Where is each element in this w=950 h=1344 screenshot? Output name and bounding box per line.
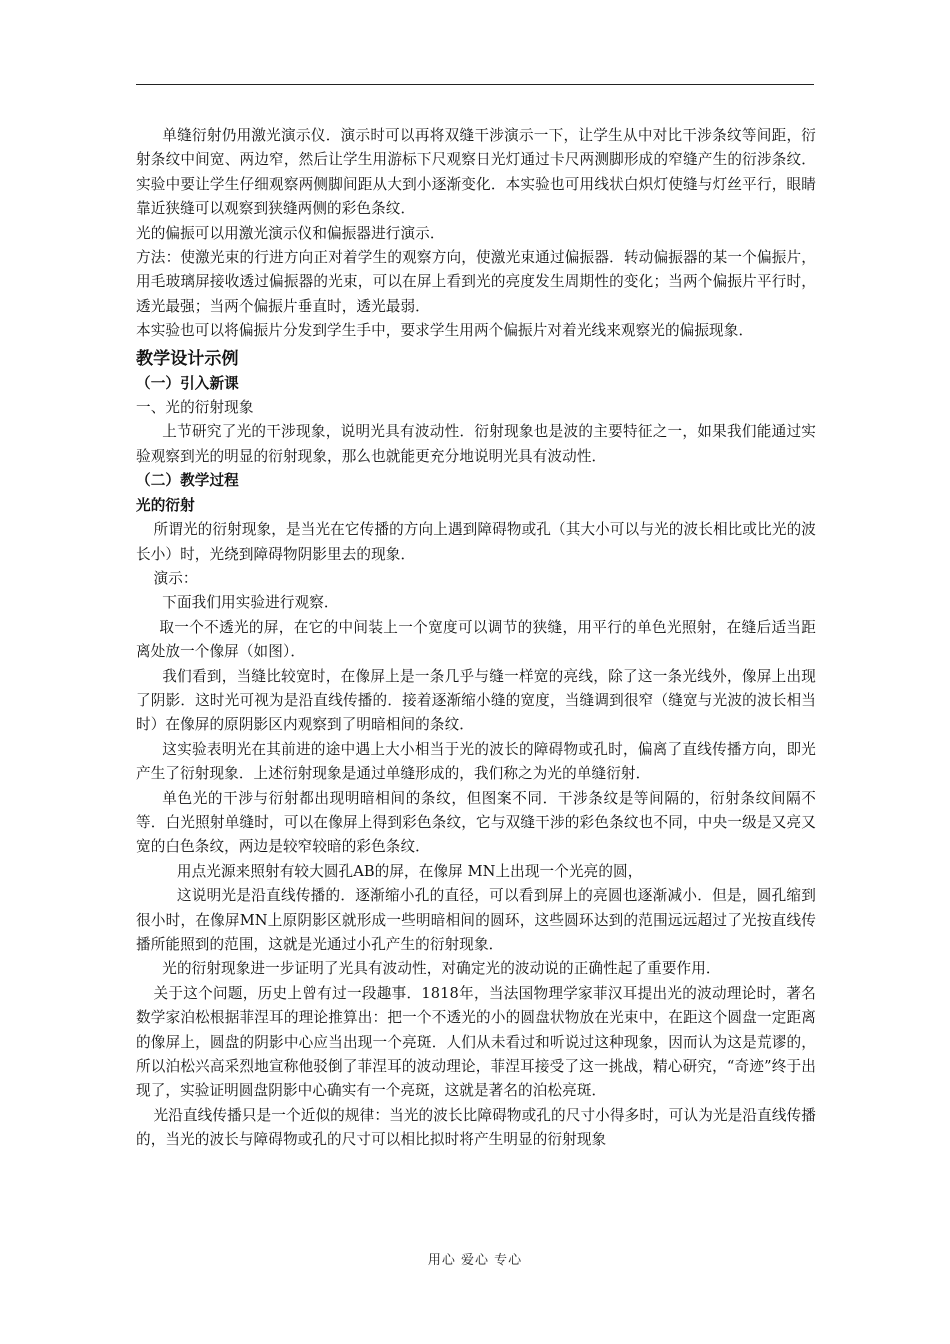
paragraph-definition: 所谓光的衍射现象，是当光在它传播的方向上遇到障碍物或孔（其大小可以与光的波长相比或比光的波长小）时，光绕到障碍物阴影里去的现象．: [136, 521, 816, 563]
paragraph-observation: 我们看到，当缝比较宽时，在像屏上是一条几乎与缝一样宽的亮线，除了这一条光线外，像屏上出现了阴影．这时光可视为是沿直线传播的．接着逐渐缩小缝的宽度，当缝调到很窄（缝宽与光波的波长相当时）在像屏的原阴影区内观察到了明暗相间的条纹．: [136, 667, 816, 734]
paragraph-observe: 下面我们用实验进行观察．: [162, 594, 339, 612]
topic-heading-diffraction: 一、光的衍射现象: [136, 399, 254, 417]
paragraph-method: 方法：使激光束的行进方向正对着学生的观察方向，使激光束通过偏振器．转动偏振器的某一个偏振片，用毛玻璃屏接收透过偏振器的光束，可以在屏上看到光的亮度发生周期性的变化；当两个偏振片平行时，透光最强；当两个偏振片垂直时，透光最弱．: [136, 249, 816, 315]
label-demo: 演示：: [153, 569, 198, 587]
paragraph-rectilinear-approximation: 光沿直线传播只是一个近似的规律：当光的波长比障碍物或孔的尺寸小得多时，可认为光是沿直线传播的，当光的波长与障碍物或孔的尺寸可以相比拟时将产生明显的衍射现象: [136, 1106, 816, 1149]
header-rule: [136, 84, 814, 85]
paragraph-intro: 上节研究了光的干涉现象，说明光具有波动性．衍射现象也是波的主要特征之一，如果我们能通过实验观察到光的明显的衍射现象，那么也就能更充分地说明光具有波动性．: [136, 423, 816, 465]
paragraph-small-hole: 这说明光是沿直线传播的．逐渐缩小孔的直径，可以看到屏上的亮圆也逐渐减小．但是，圆孔缩到很小时，在像屏MN上原阴影区就形成一些明暗相间的圆环，这些圆环达到的范围远远超过了光按直线传播所能照到的范围，这就是光通过小孔产生的衍射现象．: [136, 887, 816, 953]
document-body: [136, 124, 816, 1153]
section-heading-teaching-design: 教学设计示例: [136, 348, 239, 369]
subheading-intro: （一）引入新课: [136, 374, 239, 392]
paragraph-single-slit-demo: 单缝衍射仍用激光演示仪．演示时可以再将双缝干涉演示一下，让学生从中对比干涉条纹等间距，衍射条纹中间宽、两边窄，然后让学生用游标下尺观察日光灯通过卡尺两测脚形成的窄缝产生的衍涉条纹．实验中要让学生仔细观察两侧脚间距从大到小逐渐变化．本实验也可用线状白炽灯使缝与灯丝平行，眼睛靠近狭缝可以观察到狭缝两侧的彩色条纹．: [136, 127, 816, 218]
paragraph-point-source: 用点光源来照射有较大圆孔AB的屏，在像屏 MN上出现一个光亮的圆，: [176, 862, 643, 880]
paragraph-slit-setup: 取一个不透光的屏，在它的中间装上一个宽度可以调节的狭缝，用平行的单色光照射，在缝后适当距离处放一个像屏（如图）．: [136, 618, 816, 661]
subheading-light-diffraction: 光的衍射: [136, 496, 195, 514]
paragraph-interference-vs-diffraction: 单色光的干涉与衍射都出现明暗相间的条纹，但图案不同．干涉条纹是等间隔的，衍射条纹间隔不等．白光照射单缝时，可以在像屏上得到彩色条纹，它与双缝干涉的彩色条纹也不同，中央一级是又亮又宽的白色条纹，两边是较窄较暗的彩色条纹．: [136, 789, 816, 856]
paragraph-student-polarizer: 本实验也可以将偏振片分发到学生手中，要求学生用两个偏振片对着光线来观察光的偏振现象．: [136, 322, 754, 340]
paragraph-conclusion-slit: 这实验表明光在其前进的途中遇上大小相当于光的波长的障碍物或孔时，偏离了直线传播方向，即光产生了衍射现象．上述衍射现象是通过单缝形成的，我们称之为光的单缝衍射．: [136, 740, 816, 783]
paragraph-poisson-history: 关于这个问题，历史上曾有过一段趣事．1818年，当法国物理学家菲汉耳提出光的波动理论时，著名数学家泊松根据菲涅耳的理论推算出：把一个不透光的小的圆盘状物放在光束中，在距这个圆盘一定距离的像屏上，圆盘的阴影中心应当出现一个亮斑．人们从未看过和听说过这种现象，因而认为这是荒谬的，所以泊松兴高采烈地宣称他驳倒了菲涅耳的波动理论，菲涅耳接受了这一挑战，精心研究，“奇迹”终于出现了，实验证明圆盘阴影中心确实有一个亮斑，这就是著名的泊松亮斑．: [136, 984, 816, 1100]
subheading-process: （二）教学过程: [136, 472, 239, 490]
paragraph-wave-proof: 光的衍射现象进一步证明了光具有波动性，对确定光的波动说的正确性起了重要作用．: [162, 960, 721, 978]
page-footer: 用心 爱心 专心: [427, 1253, 523, 1268]
paragraph-polarization-demo: 光的偏振可以用激光演示仪和偏振器进行演示．: [136, 224, 445, 242]
